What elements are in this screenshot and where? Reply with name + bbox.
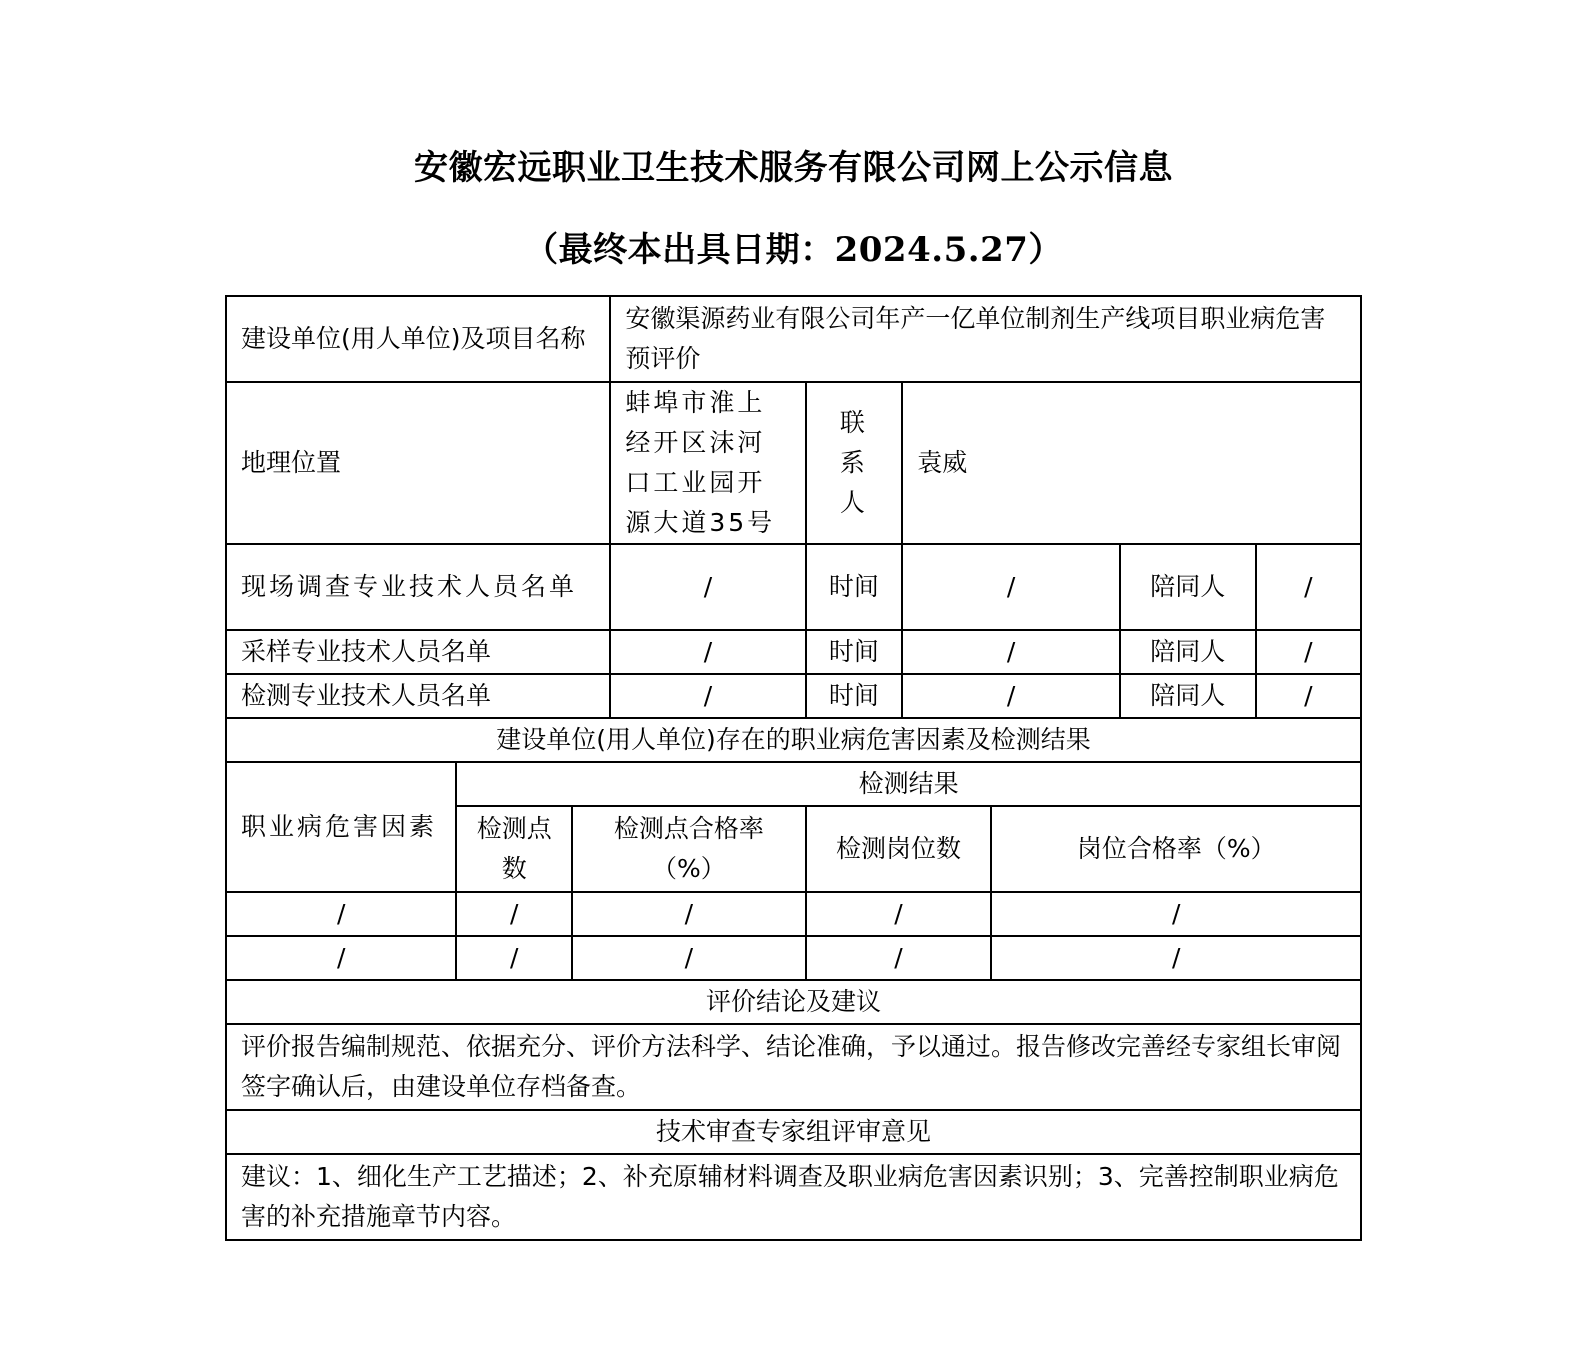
- review-title-row: [226, 1110, 1361, 1154]
- points-count-cell: /: [456, 892, 572, 936]
- location-row: [226, 382, 1361, 544]
- issue-date-subtitle: （最终本出具日期：2024.5.27）: [524, 230, 1063, 270]
- testing-staff-row: [226, 674, 1361, 718]
- staff-names: /: [610, 674, 805, 718]
- time-label: 时间: [806, 674, 903, 718]
- results-header: 检测结果: [456, 762, 1361, 806]
- time-value: /: [902, 674, 1120, 718]
- time-value: /: [902, 630, 1120, 674]
- posts-count-cell: /: [806, 936, 992, 980]
- companion-label: 陪同人: [1120, 630, 1256, 674]
- contact-value: 袁威: [902, 382, 1361, 544]
- review-text: 建议：1、细化生产工艺描述；2、补充原辅材料调查及职业病危害因素识别；3、完善控制职业病危害的补充措施章节内容。: [226, 1154, 1361, 1240]
- hazard-header-row: [226, 762, 1361, 806]
- staff-row-label: 检测专业技术人员名单: [226, 674, 610, 718]
- hazard-factor-cell: /: [226, 936, 456, 980]
- conclusion-text: 评价报告编制规范、依据充分、评价方法科学、结论准确，予以通过。报告修改完善经专家组长审阅签字确认后，由建设单位存档备查。: [226, 1024, 1361, 1110]
- posts-count-header: 检测岗位数: [806, 806, 992, 892]
- staff-row-label: 采样专业技术人员名单: [226, 630, 610, 674]
- project-name-row: [226, 296, 1361, 382]
- location-label: 地理位置: [226, 382, 610, 544]
- points-pass-rate-cell: /: [572, 892, 806, 936]
- hazard-data-row: [226, 892, 1361, 936]
- posts-pass-rate-cell: /: [991, 936, 1361, 980]
- survey-staff-row: [226, 544, 1361, 630]
- project-name-label: 建设单位(用人单位)及项目名称: [226, 296, 610, 382]
- companion-value: /: [1256, 674, 1361, 718]
- hazard-section-row: [226, 718, 1361, 762]
- conclusion-title: 评价结论及建议: [226, 980, 1361, 1024]
- conclusion-text-row: [226, 1024, 1361, 1110]
- companion-value: /: [1256, 544, 1361, 630]
- companion-label: 陪同人: [1120, 674, 1256, 718]
- sampling-staff-row: [226, 630, 1361, 674]
- points-pass-rate-header: 检测点合格率（%）: [572, 806, 806, 892]
- posts-pass-rate-header: 岗位合格率（%）: [991, 806, 1361, 892]
- points-pass-rate-cell: /: [572, 936, 806, 980]
- document-title: 安徽宏远职业卫生技术服务有限公司网上公示信息: [414, 148, 1173, 188]
- staff-names: /: [610, 544, 805, 630]
- disclosure-form-table: [225, 295, 1362, 1241]
- time-label: 时间: [806, 630, 903, 674]
- hazard-factor-cell: /: [226, 892, 456, 936]
- time-value: /: [902, 544, 1120, 630]
- points-count-header: 检测点数: [456, 806, 572, 892]
- points-count-cell: /: [456, 936, 572, 980]
- project-name-value: 安徽渠源药业有限公司年产一亿单位制剂生产线项目职业病危害预评价: [610, 296, 1361, 382]
- staff-row-label: 现场调查专业技术人员名单: [226, 544, 610, 630]
- conclusion-title-row: [226, 980, 1361, 1024]
- posts-count-cell: /: [806, 892, 992, 936]
- companion-label: 陪同人: [1120, 544, 1256, 630]
- hazard-section-title: 建设单位(用人单位)存在的职业病危害因素及检测结果: [226, 718, 1361, 762]
- hazard-factor-header: 职业病危害因素: [226, 762, 456, 892]
- staff-names: /: [610, 630, 805, 674]
- posts-pass-rate-cell: /: [991, 892, 1361, 936]
- review-title: 技术审查专家组评审意见: [226, 1110, 1361, 1154]
- location-value: 蚌埠市淮上经开区沫河口工业园开源大道35号: [610, 382, 805, 544]
- contact-label: 联系人: [806, 382, 903, 544]
- review-text-row: [226, 1154, 1361, 1240]
- time-label: 时间: [806, 544, 903, 630]
- hazard-data-row: [226, 936, 1361, 980]
- companion-value: /: [1256, 630, 1361, 674]
